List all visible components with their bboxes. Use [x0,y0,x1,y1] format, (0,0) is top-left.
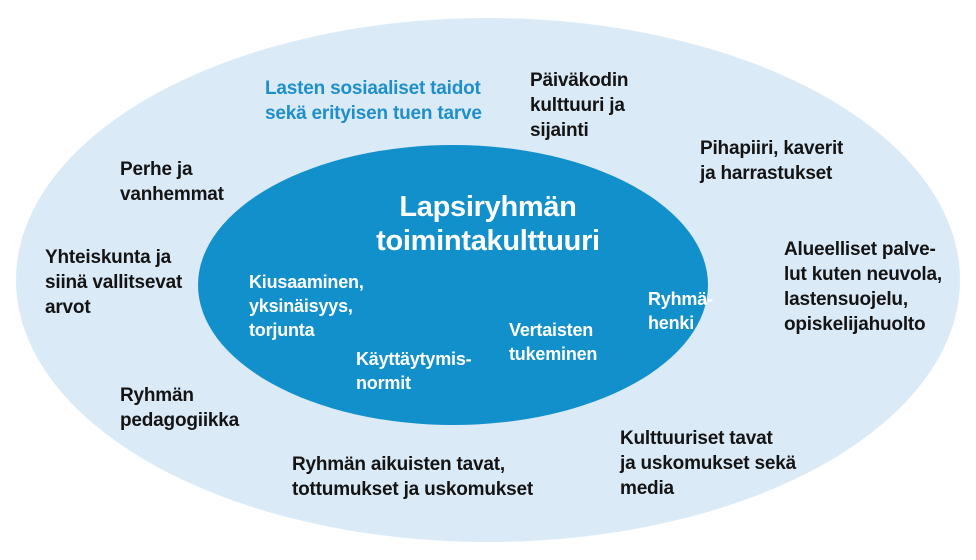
outer-factor-pihapiiri: Pihapiiri, kaverit ja harrastukset [700,138,844,184]
center-title: Lapsiryhmän toimintakulttuuri [376,191,600,257]
inner-factor-kayttaytymisnormit: Käyttäytymis- normit [356,349,472,393]
outer-factor-perhe: Perhe ja vanhemmat [120,159,224,205]
inner-factor-kiusaaminen: Kiusaaminen, yksinäisyys, torjunta [249,272,364,340]
outer-factor-paivakodin-kulttuuri: Päiväkodin kulttuuri ja sijainti [530,70,629,141]
outer-factor-alueelliset-palvelut: Alueelliset palve- lut kuten neuvola, lastensuojelu, opiskelijahuolto [784,239,942,335]
outer-factor-sosiaaliset-taidot: Lasten sosiaaliset taidot sekä erityisen tuen tarve [265,78,482,124]
inner-factor-vertaisten-tukeminen: Vertaisten tukeminen [509,320,598,364]
outer-factor-yhteiskunta: Yhteiskunta ja siinä vallitsevat arvot [45,247,183,318]
outer-factor-aikuisten-tavat: Ryhmän aikuisten tavat, tottumukset ja uskomukset [292,454,533,500]
outer-factor-pedagogiikka: Ryhmän pedagogiikka [120,385,240,431]
outer-factor-kulttuuriset-tavat: Kulttuuriset tavat ja uskomukset sekä media [620,428,796,499]
inner-factor-ryhmahenki: Ryhmä- henki [648,289,713,333]
